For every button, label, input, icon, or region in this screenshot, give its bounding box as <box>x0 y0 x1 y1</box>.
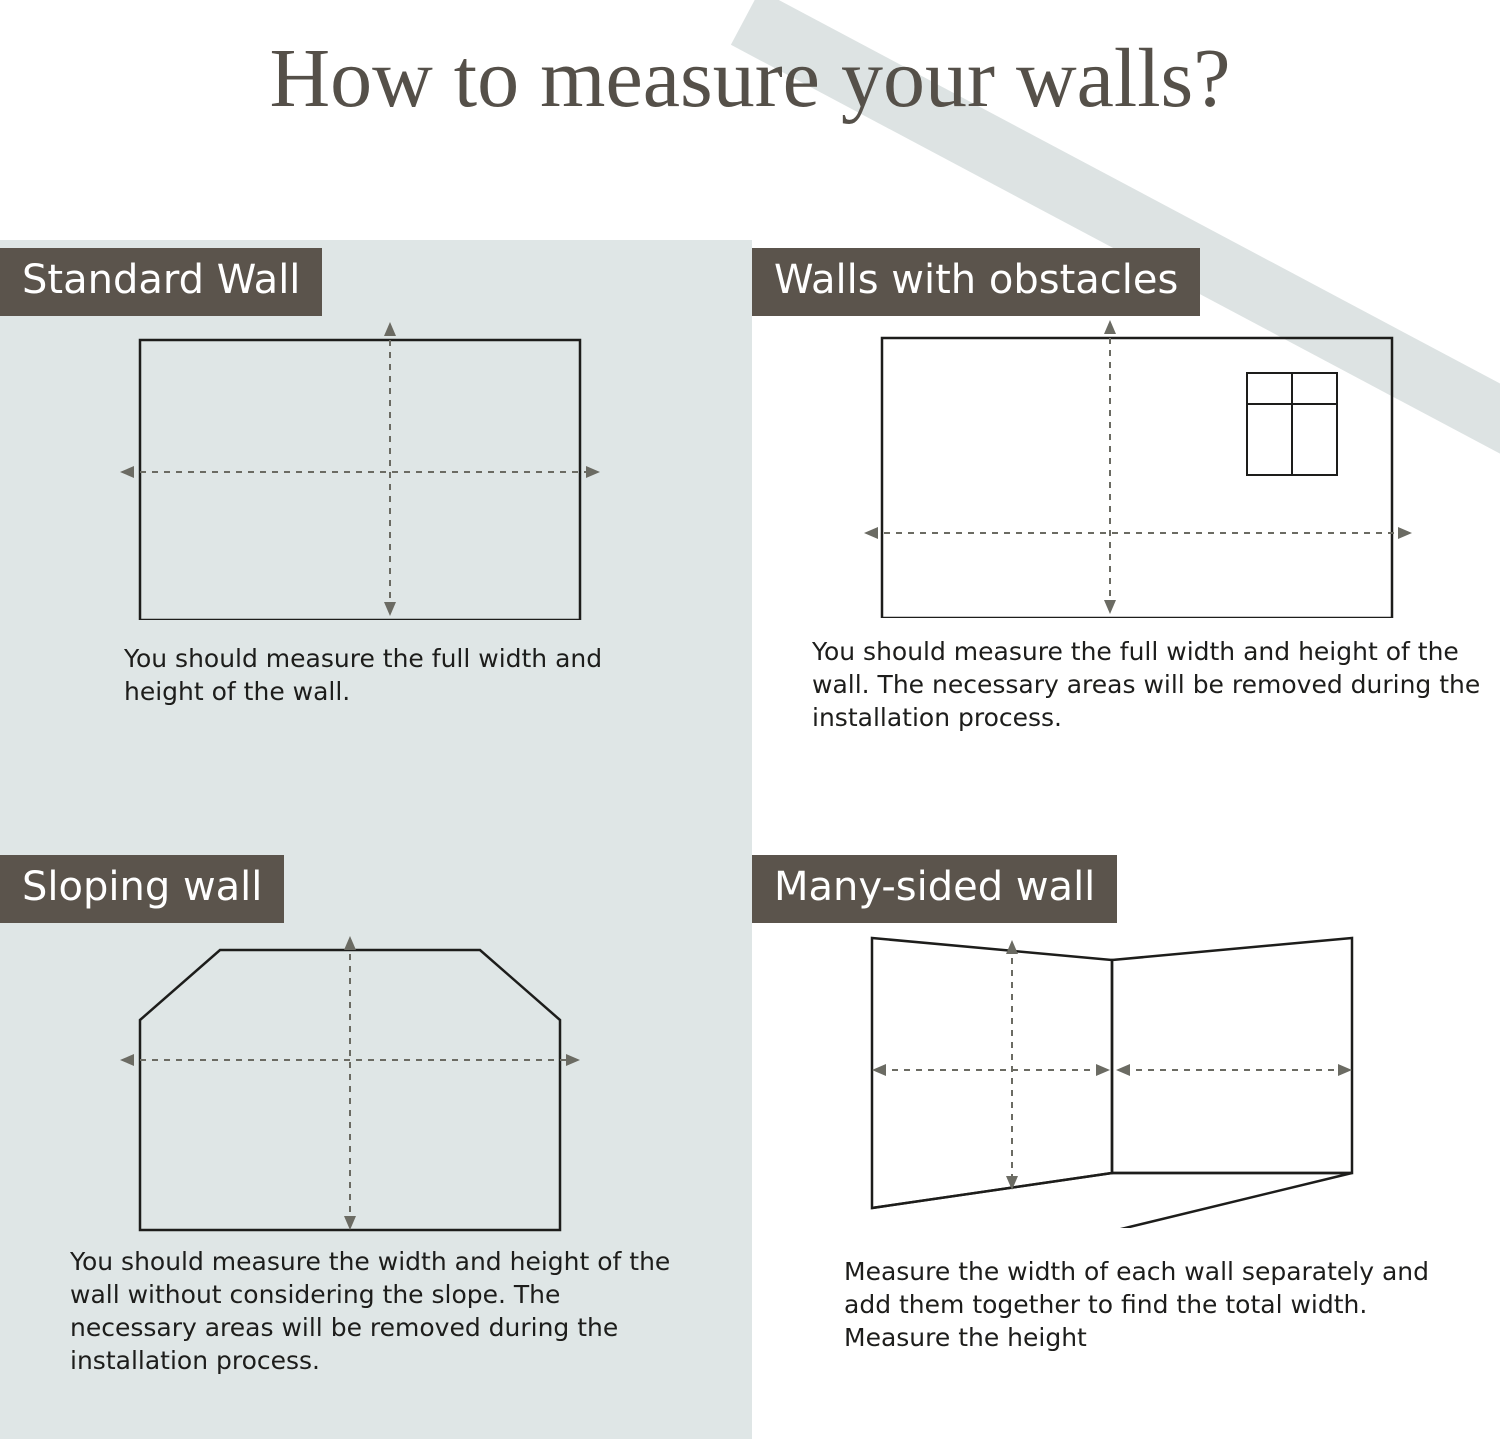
panel-badge-sloping-wall: Sloping wall <box>0 855 284 923</box>
arrow-down-icon <box>344 1216 356 1230</box>
arrow-left-icon <box>120 466 134 478</box>
arrow-right-icon <box>1096 1064 1110 1076</box>
panel-standard-wall <box>0 240 752 840</box>
panel-caption-walls-with-obstacles: You should measure the full width and height of the wall. The necessary areas will be removed during the installation process. <box>812 637 1481 732</box>
panel-badge-standard-wall: Standard Wall <box>0 248 322 316</box>
panel-badge-walls-with-obstacles: Walls with obstacles <box>752 248 1200 316</box>
panel-caption-sloping-wall: You should measure the width and height of the wall without considering the slope. The necessary areas will be removed during the installation process. <box>70 1247 671 1375</box>
arrow-right-icon <box>1338 1064 1352 1076</box>
window-icon <box>1247 373 1337 475</box>
panel-many-sided-wall <box>752 840 1500 1439</box>
wall-outline <box>882 338 1392 618</box>
panel-badge-many-sided-wall: Many-sided wall <box>752 855 1117 923</box>
page-title: How to measure your walls? <box>269 32 1231 125</box>
arrow-down-icon <box>384 602 396 616</box>
arrow-up-icon <box>344 936 356 950</box>
figure-many-sided-wall <box>862 918 1442 1228</box>
corner-walls-svg <box>862 918 1442 1228</box>
sloping-wall-svg <box>110 930 630 1250</box>
arrow-down-icon <box>1104 600 1116 614</box>
arrow-right-icon <box>566 1054 580 1066</box>
panel-sloping-wall <box>0 840 752 1439</box>
arrow-left-icon <box>1116 1064 1130 1076</box>
panel-caption-many-sided-wall: Measure the width of each wall separately and add them together to find the total width. Measure the height <box>844 1257 1430 1352</box>
arrow-right-icon <box>1398 527 1412 539</box>
wall-outline <box>872 938 1352 1228</box>
arrow-up-icon <box>1006 940 1018 954</box>
arrow-up-icon <box>1104 320 1116 334</box>
figure-sloping-wall <box>110 930 630 1250</box>
standard-wall-svg <box>110 320 630 620</box>
arrow-left-icon <box>120 1054 134 1066</box>
arrow-right-icon <box>586 466 600 478</box>
panel-caption-standard-wall: You should measure the full width and height of the wall. <box>124 644 603 706</box>
panel-walls-with-obstacles <box>752 240 1500 840</box>
obstacle-wall-svg <box>862 318 1442 618</box>
arrow-up-icon <box>384 322 396 336</box>
wall-outline <box>140 340 580 620</box>
figure-standard-wall <box>110 320 630 620</box>
arrow-left-icon <box>864 527 878 539</box>
figure-walls-with-obstacles <box>862 318 1442 618</box>
arrow-left-icon <box>872 1064 886 1076</box>
